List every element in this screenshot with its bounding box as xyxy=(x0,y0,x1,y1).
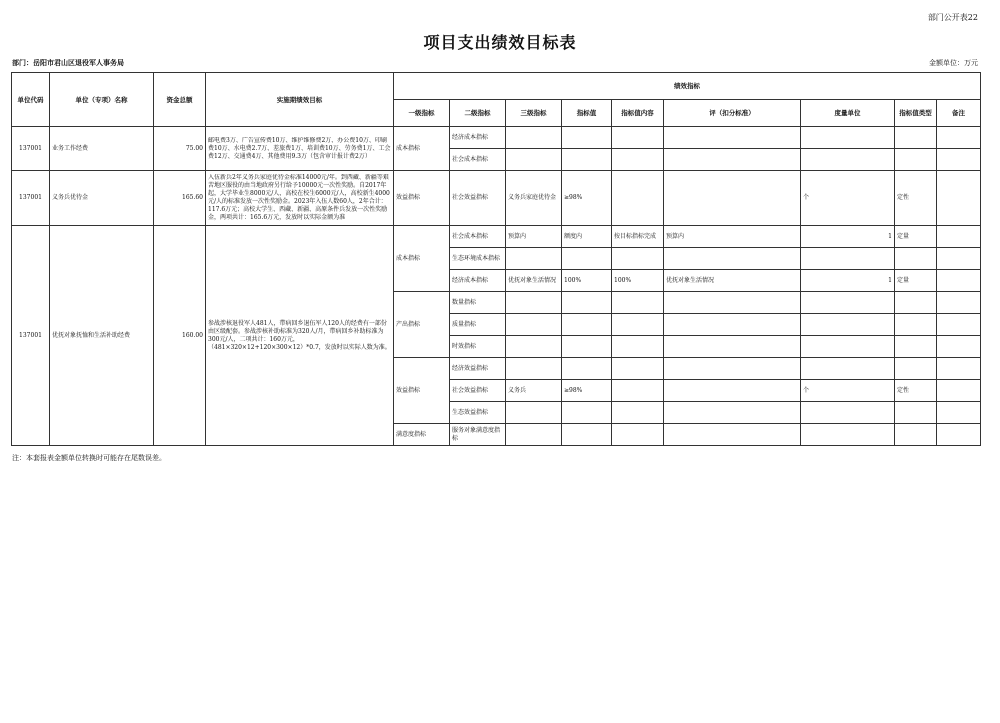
table-row xyxy=(12,127,981,149)
money-unit-label: 金额单位：万元 xyxy=(929,59,978,67)
page-title: 项目支出绩效目标表 xyxy=(423,33,577,52)
p3-r3-type: 定量 xyxy=(895,270,937,292)
p2-target xyxy=(206,171,394,226)
p1-target-text: 邮电费3万、广告宣传费10万、维护维修费2万、办公费10万、印刷费10万、水电费2.7万、差旅费1万、培训费10万、劳务费1万、工会费12万、交通费4万、其他费用9.3万（包含审计报计费2万） xyxy=(208,136,391,160)
p3-r3-value: 100% xyxy=(562,270,612,292)
p3-r8-l2: 社会效益指标 xyxy=(450,380,506,402)
p1-amount: 75.00 xyxy=(154,127,206,171)
p3-r1-l2: 社会成本指标 xyxy=(450,226,506,248)
p3-r8-l3: 义务兵 xyxy=(506,380,562,402)
p3-r7-l2: 经济效益指标 xyxy=(450,358,506,380)
p2-measure: 个 xyxy=(801,171,895,226)
p3-output-l1: 产出指标 xyxy=(394,292,450,358)
p3-r8-measure: 个 xyxy=(801,380,895,402)
p1-code: 137001 xyxy=(12,127,50,171)
p2-l3: 义务兵家庭优待金 xyxy=(506,171,562,226)
p3-r3-measure: 1 xyxy=(801,270,895,292)
footnote: 注：本套报表金额单位转换时可能存在尾数误差。 xyxy=(12,454,166,462)
p2-value: ≥98% xyxy=(562,171,612,226)
p3-r1-measure: 1 xyxy=(801,226,895,248)
header-total: 资金总额 xyxy=(154,73,206,127)
p3-amount: 160.00 xyxy=(154,226,206,446)
p3-r3-score: 优抚对象生活情况 xyxy=(664,270,801,292)
header-type: 指标值类型 xyxy=(895,100,937,127)
p2-l2: 社会效益指标 xyxy=(450,171,506,226)
p1-l1: 成本指标 xyxy=(394,127,450,171)
p3-r3-content: 100% xyxy=(612,270,664,292)
header-value: 指标值 xyxy=(562,100,612,127)
department-label: 部门：岳阳市君山区退役军人事务局 xyxy=(12,58,124,67)
p3-r5-l2: 质量指标 xyxy=(450,314,506,336)
p2-code: 137001 xyxy=(12,171,50,226)
p3-name: 优抚对象抚恤和生活补助经费 xyxy=(50,226,154,446)
header-perf: 绩效指标 xyxy=(394,73,981,100)
p2-type: 定性 xyxy=(895,171,937,226)
p3-r1-content: 按目标指标完成 xyxy=(612,226,664,248)
p2-target-text: 入伍新兵2年义务兵家庭优待金标准14000元/年。到西藏、新疆等艰苦地区服役的由当地政府另行给予10000元一次性奖励。自2017年起，大学毕业生8000元/人，高校在校生6000元/人，高校新生4000元/人的标准发放一次性奖励金。2023年入伍人数60人，2年合计：117.6万元；高校大学生、西藏、新疆、高原条件兵发放一次性奖励金，两项共计：165.6万元，发放时以实际金额为准 xyxy=(208,174,390,221)
header-l1: 一级指标 xyxy=(394,100,450,127)
p3-r8-value: ≥98% xyxy=(562,380,612,402)
p1-target xyxy=(206,127,394,171)
header-measure: 度量单位 xyxy=(801,100,895,127)
p2-name: 义务兵优待金 xyxy=(50,171,154,226)
header-l3: 三级指标 xyxy=(506,100,562,127)
p3-r1-l3: 预算内 xyxy=(506,226,562,248)
p3-r8-type: 定性 xyxy=(895,380,937,402)
p3-r10-l2: 服务对象满意度指标 xyxy=(450,424,506,446)
p1-name: 业务工作经费 xyxy=(50,127,154,171)
p3-r1-score: 预算内 xyxy=(664,226,801,248)
p2-l1: 效益指标 xyxy=(394,171,450,226)
p3-r3-l2: 经济成本指标 xyxy=(450,270,506,292)
p1-r2-l2: 社会成本指标 xyxy=(450,149,506,171)
table-row xyxy=(12,171,981,226)
p3-cost-l1: 成本指标 xyxy=(394,226,450,292)
p3-target: 参战涉核退役军人481人，带病回乡退伍军人120人的经费有一部份由区级配套。参战涉核补助标准为320人/月，带病回乡补助标准为300元/人，二项共计：160万元，（481×320×12+120×300×12）*0.7，发放时以实际人数为准。 xyxy=(206,226,394,446)
p3-sat-l1: 满意度指标 xyxy=(394,424,450,446)
header-row-1 xyxy=(12,73,981,100)
p3-r1-type: 定量 xyxy=(895,226,937,248)
header-content: 指标值内容 xyxy=(612,100,664,127)
performance-target-table xyxy=(11,72,981,446)
header-l2: 二级指标 xyxy=(450,100,506,127)
p1-r1-l2: 经济成本指标 xyxy=(450,127,506,149)
p3-r1-value: 额度内 xyxy=(562,226,612,248)
p3-code: 137001 xyxy=(12,226,50,446)
header-remark: 备注 xyxy=(937,100,981,127)
table-row xyxy=(12,226,981,248)
p3-r9-l2: 生态效益指标 xyxy=(450,402,506,424)
header-unit-code: 单位代码 xyxy=(12,73,50,127)
p3-r2-l2: 生态环境成本指标 xyxy=(450,248,506,270)
p3-r4-l2: 数量指标 xyxy=(450,292,506,314)
header-unit-name: 单位（专项）名称 xyxy=(50,73,154,127)
form-number: 部门公开表22 xyxy=(927,13,978,22)
header-score: 评（扣分标准） xyxy=(664,100,801,127)
p2-amount: 165.60 xyxy=(154,171,206,226)
p3-benefit-l1: 效益指标 xyxy=(394,358,450,424)
p3-r3-l3: 优抚对象生活情况 xyxy=(506,270,562,292)
p3-r6-l2: 时效指标 xyxy=(450,336,506,358)
header-target: 实施期绩效目标 xyxy=(206,73,394,127)
